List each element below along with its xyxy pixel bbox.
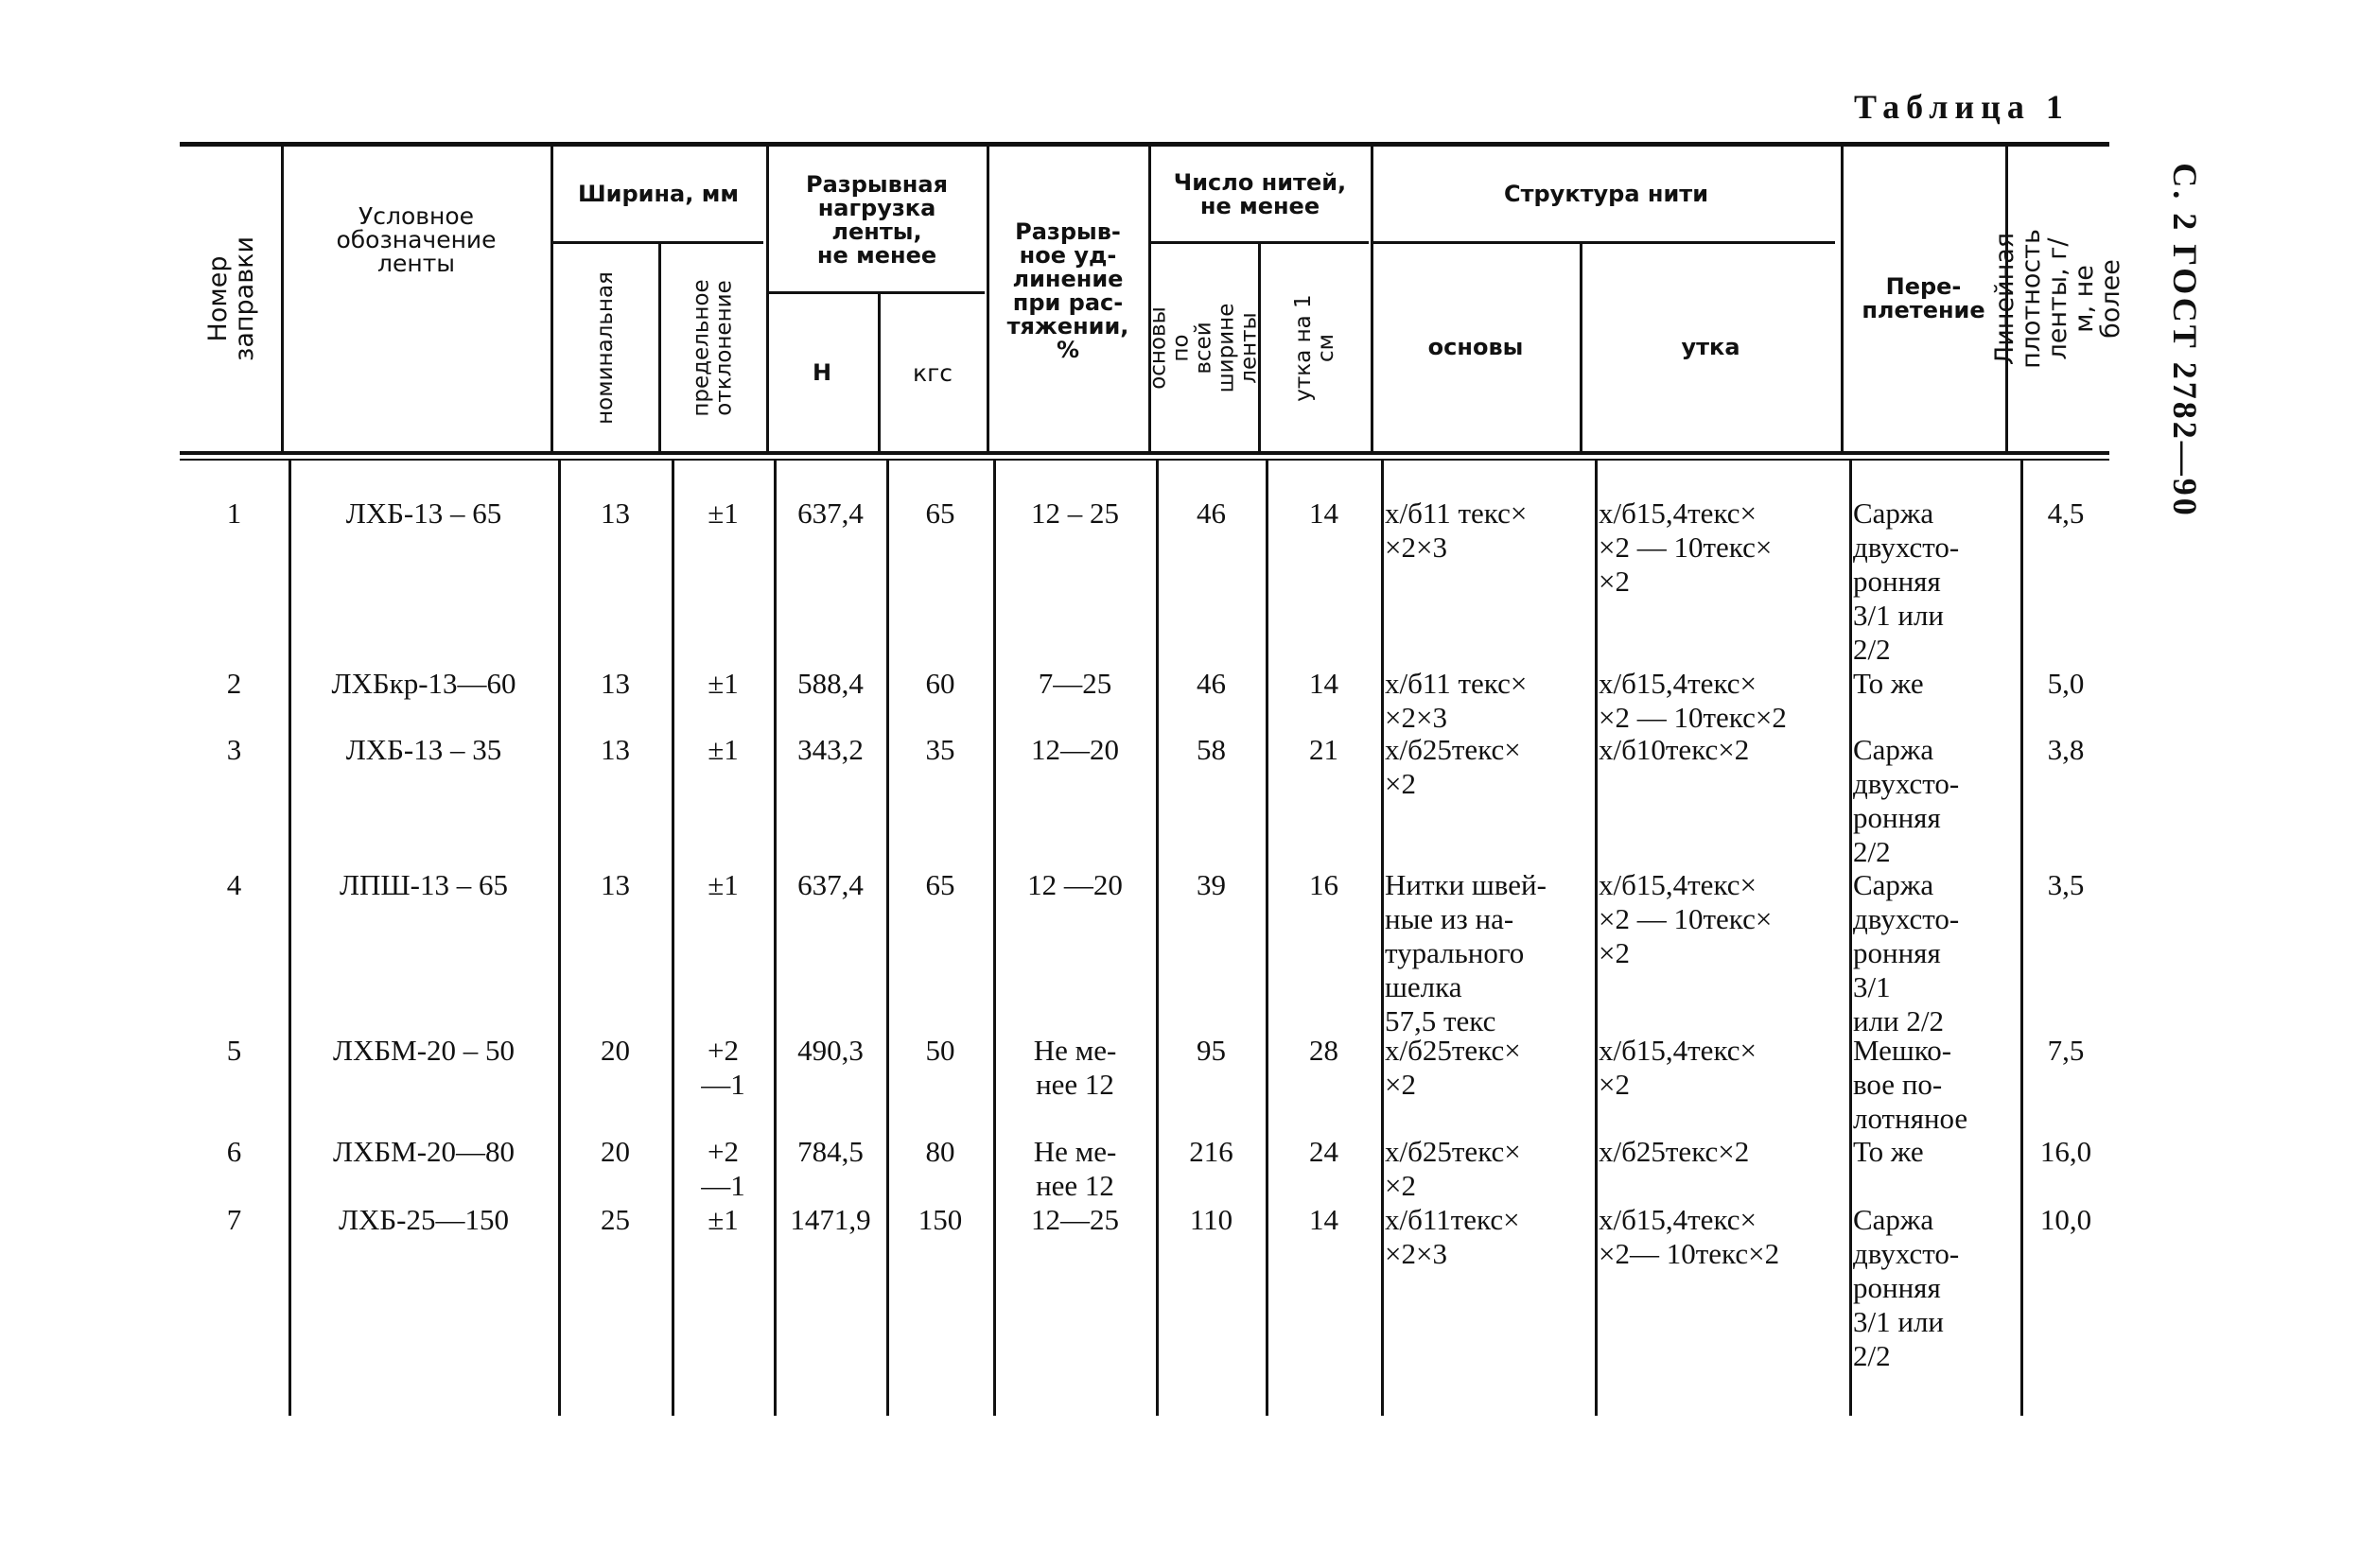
cell-load-n: 637,4 xyxy=(797,868,864,901)
cell-warp-struct: х/б25текс× ×2 xyxy=(1385,733,1521,800)
header-bottom-rule-2 xyxy=(180,459,2109,461)
cell-warp-count: 46 xyxy=(1197,497,1226,530)
cell-designation: ЛХБ-25—150 xyxy=(338,1203,510,1236)
cell-no: 4 xyxy=(226,868,242,901)
cell-weft-struct: х/б25текс×2 xyxy=(1599,1135,1750,1168)
cell-weft-struct: х/б15,4текс× ×2 — 10текс× ×2 xyxy=(1599,868,1773,969)
cell-weft-count: 24 xyxy=(1309,1135,1338,1168)
cell-no: 3 xyxy=(226,733,242,766)
cell-weave: То же xyxy=(1853,1135,1924,1168)
cell-density: 3,8 xyxy=(2047,733,2085,766)
cell-density: 5,0 xyxy=(2047,667,2085,700)
cell-warp-struct: х/б11текс× ×2×3 xyxy=(1385,1203,1520,1270)
header-structure: Структура нити xyxy=(1503,181,1709,207)
header-load: Разрывная нагрузка ленты, не менее xyxy=(806,170,948,269)
header-structure-warp: основы xyxy=(1427,334,1524,360)
cell-load-n: 1471,9 xyxy=(790,1203,871,1236)
body-divider xyxy=(1381,461,1384,1416)
table-top-rule xyxy=(180,142,2109,147)
cell-elongation: 12 – 25 xyxy=(1031,497,1119,530)
cell-weft-count: 21 xyxy=(1309,733,1338,766)
cell-designation: ЛХБкр-13—60 xyxy=(331,667,516,700)
cell-no: 6 xyxy=(226,1135,242,1168)
header-elongation: Разрыв- ное уд- линение при рас- тяжении, % xyxy=(1006,218,1129,363)
cell-weft-count: 14 xyxy=(1309,497,1338,530)
body-divider xyxy=(1266,461,1268,1416)
cell-load-kgs: 50 xyxy=(925,1034,955,1067)
header-width-deviation: предельное отклонение xyxy=(689,278,737,417)
side-page-header xyxy=(2157,95,2213,586)
cell-deviation: +2 —1 xyxy=(701,1135,745,1202)
cell-weft-struct: х/б15,4текс× ×2 — 10текс× ×2 xyxy=(1599,497,1773,598)
body-divider xyxy=(1595,461,1598,1416)
cell-warp-count: 39 xyxy=(1197,868,1226,901)
cell-warp-count: 110 xyxy=(1189,1203,1233,1236)
body-divider xyxy=(288,461,291,1416)
header-number: Номер заправки xyxy=(203,235,260,362)
cell-load-kgs: 150 xyxy=(918,1203,963,1236)
header-bottom-rule xyxy=(180,451,2109,455)
cell-warp-count: 46 xyxy=(1197,667,1226,700)
cell-designation: ЛПШ-13 – 65 xyxy=(339,868,508,901)
cell-weave: Мешко- вое по- лотняное xyxy=(1853,1034,1968,1135)
cell-density: 16,0 xyxy=(2039,1135,2092,1168)
header-density: Линейная плотность ленты, г/м, не более xyxy=(1989,229,2125,369)
body-divider xyxy=(774,461,777,1416)
cell-nominal: 13 xyxy=(601,868,630,901)
cell-warp-count: 95 xyxy=(1197,1034,1226,1067)
cell-designation: ЛХБ-13 – 65 xyxy=(345,497,502,530)
cell-deviation: ±1 xyxy=(708,733,739,766)
cell-elongation: Не ме- нее 12 xyxy=(1033,1034,1117,1101)
body-divider xyxy=(558,461,561,1416)
cell-load-n: 637,4 xyxy=(797,497,864,530)
cell-warp-struct: х/б25текс× ×2 xyxy=(1385,1135,1521,1202)
cell-nominal: 13 xyxy=(601,733,630,766)
body-divider xyxy=(2020,461,2023,1416)
cell-load-kgs: 65 xyxy=(925,497,955,530)
header-load-n: Н xyxy=(812,358,832,386)
cell-weft-count: 28 xyxy=(1309,1034,1338,1067)
cell-nominal: 13 xyxy=(601,667,630,700)
cell-weave: Саржа двухсто- ронняя 3/1 или 2/2 xyxy=(1853,1203,1960,1372)
cell-deviation: ±1 xyxy=(708,497,739,530)
cell-weft-struct: х/б15,4текс× ×2 — 10текс×2 xyxy=(1599,667,1787,734)
cell-nominal: 20 xyxy=(601,1135,630,1168)
cell-load-n: 490,3 xyxy=(797,1034,864,1067)
cell-warp-count: 58 xyxy=(1197,733,1226,766)
cell-no: 5 xyxy=(226,1034,242,1067)
side-page-header-text: С. 2 ГОСТ 2782—90 xyxy=(2166,163,2204,518)
header-load-kgs: кгс xyxy=(913,358,953,387)
cell-nominal: 13 xyxy=(601,497,630,530)
cell-weft-count: 14 xyxy=(1309,1203,1338,1236)
cell-warp-count: 216 xyxy=(1189,1135,1233,1168)
body-divider xyxy=(672,461,674,1416)
cell-density: 10,0 xyxy=(2039,1203,2092,1236)
cell-load-n: 588,4 xyxy=(797,667,864,700)
cell-density: 4,5 xyxy=(2047,497,2085,530)
table-label: Таблица 1 xyxy=(1854,88,2070,126)
cell-deviation: ±1 xyxy=(708,868,739,901)
cell-elongation: 12—25 xyxy=(1031,1203,1119,1236)
cell-elongation: 12 —20 xyxy=(1027,868,1123,901)
body-divider xyxy=(1156,461,1159,1416)
cell-deviation: ±1 xyxy=(708,1203,739,1236)
header-width: Ширина, мм xyxy=(578,181,739,207)
cell-load-kgs: 60 xyxy=(925,667,955,700)
cell-elongation: 7—25 xyxy=(1038,667,1112,700)
cell-weave: Саржа двухсто- ронняя 3/1 или 2/2 xyxy=(1853,868,1960,1037)
cell-warp-struct: Нитки швей- ные из на- турального шелка 57,5 текс xyxy=(1385,868,1547,1037)
cell-density: 7,5 xyxy=(2047,1034,2085,1067)
cell-warp-struct: х/б25текс× ×2 xyxy=(1385,1034,1521,1101)
cell-elongation: 12—20 xyxy=(1031,733,1119,766)
cell-density: 3,5 xyxy=(2047,868,2085,901)
cell-weft-struct: х/б15,4текс× ×2 xyxy=(1599,1034,1757,1101)
header-designation: Условное обозначение ленты xyxy=(336,201,497,277)
header-threads: Число нитей, не менее xyxy=(1173,168,1347,219)
cell-designation: ЛХБМ-20 – 50 xyxy=(332,1034,516,1067)
cell-designation: ЛХБМ-20—80 xyxy=(332,1135,516,1168)
header-threads-warp: основы по всей ширине ленты xyxy=(1145,303,1262,392)
cell-deviation: ±1 xyxy=(708,667,739,700)
header-threads-weft: утка на 1 см xyxy=(1291,293,1338,402)
cell-weave: Саржа двухсто- ронняя 3/1 или 2/2 xyxy=(1853,497,1960,666)
cell-nominal: 20 xyxy=(601,1034,630,1067)
structure-subheader-rule xyxy=(1373,241,1835,244)
cell-warp-struct: х/б11 текс× ×2×3 xyxy=(1385,497,1528,564)
cell-no: 7 xyxy=(226,1203,242,1236)
cell-nominal: 25 xyxy=(601,1203,630,1236)
cell-load-n: 784,5 xyxy=(797,1135,864,1168)
body-divider xyxy=(886,461,889,1416)
cell-weft-struct: х/б15,4текс× ×2— 10текс×2 xyxy=(1599,1203,1780,1270)
cell-no: 1 xyxy=(226,497,242,530)
cell-load-kgs: 35 xyxy=(925,733,955,766)
header-width-nominal: номинальная xyxy=(592,270,618,425)
cell-warp-struct: х/б11 текс× ×2×3 xyxy=(1385,667,1528,734)
cell-weft-count: 16 xyxy=(1309,868,1338,901)
cell-weave: То же xyxy=(1853,667,1924,700)
header-weave: Пере- плетение xyxy=(1862,273,1985,323)
cell-weave: Саржа двухсто- ронняя 2/2 xyxy=(1853,733,1960,868)
cell-load-n: 343,2 xyxy=(797,733,864,766)
body-divider xyxy=(1849,461,1852,1416)
load-subheader-rule xyxy=(769,291,985,294)
cell-load-kgs: 80 xyxy=(925,1135,955,1168)
cell-load-kgs: 65 xyxy=(925,868,955,901)
cell-no: 2 xyxy=(226,667,242,700)
header-structure-weft: утка xyxy=(1681,334,1740,360)
cell-designation: ЛХБ-13 – 35 xyxy=(345,733,502,766)
cell-weft-count: 14 xyxy=(1309,667,1338,700)
cell-deviation: +2 —1 xyxy=(701,1034,745,1101)
body-divider xyxy=(993,461,996,1416)
cell-weft-struct: х/б10текс×2 xyxy=(1599,733,1750,766)
cell-elongation: Не ме- нее 12 xyxy=(1033,1135,1117,1202)
